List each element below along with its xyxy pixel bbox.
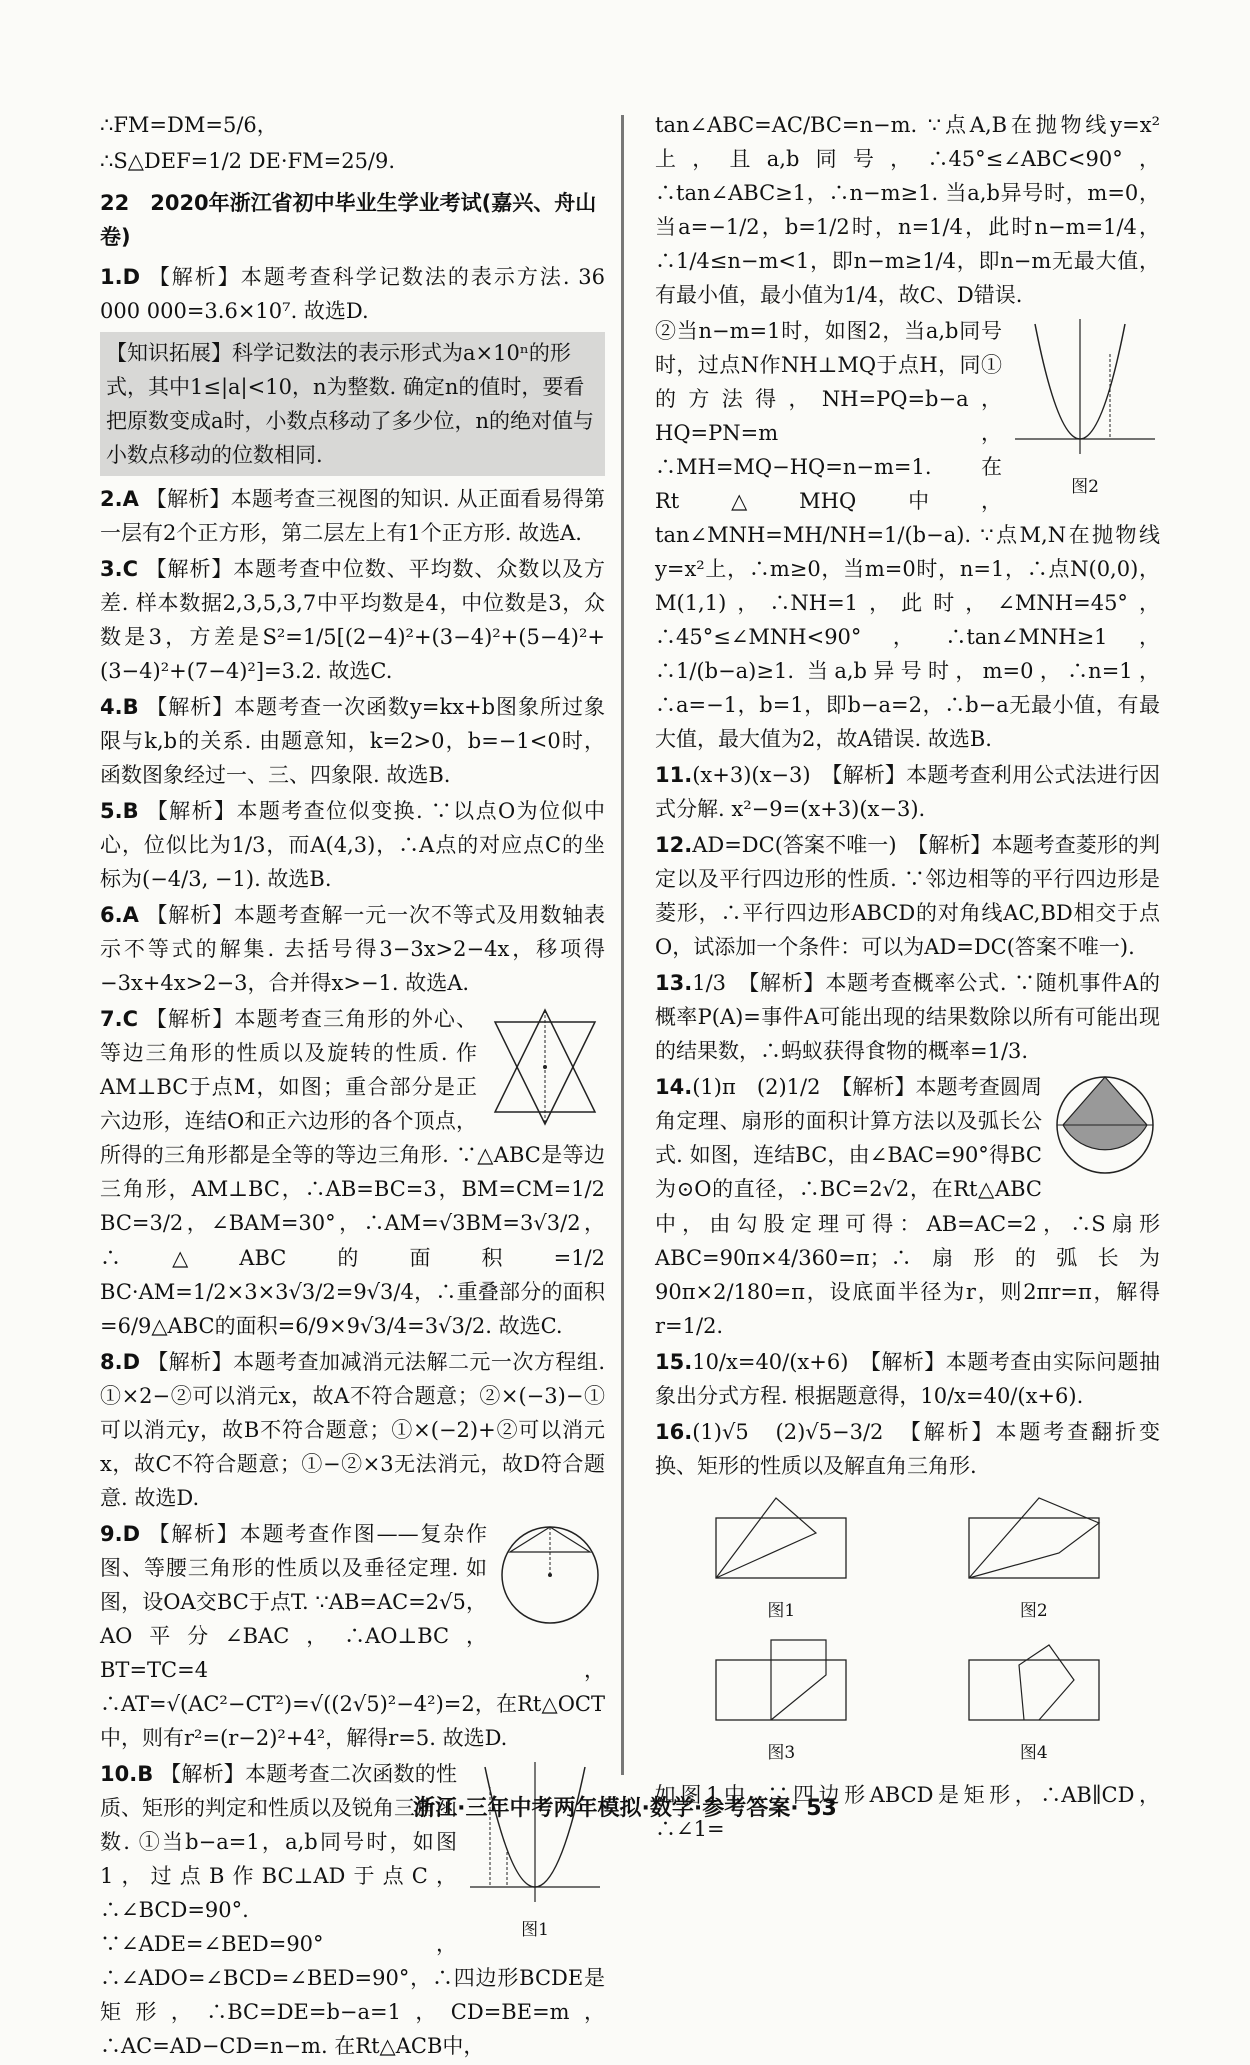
fold-figure-4 [959,1635,1109,1768]
fold-figures-row-2 [655,1635,1160,1768]
column-divider [621,115,624,1775]
answer-text: (1)π (2)1/2 【解析】本题考查圆周角定理、扇形的面积计算方法以及弧长公式. 如图，连结BC，由∠BAC=90°得BC为⊙O的直径，∴BC=2√2，在Rt△ABC中，由勾股定理可得：AB=AC=2，∴S扇形ABC=90π×4/360=π；∴扇形的弧长为90π×2/180=π，设底面半径为r，则2πr=π，解得r=1/2. [655,1075,1160,1338]
question-number: 10.B [100,1761,154,1786]
page-footer: 浙江·三年中考两年模拟·数学·参考答案· 53 [413,1796,837,1822]
parabola-figure-2 [1010,314,1160,502]
figure-caption: 图2 [1071,477,1099,498]
question-number: 14. [655,1075,693,1100]
answer-5 [100,794,605,896]
question-number: 3.C [100,557,139,582]
answer-text: 【解析】本题考查三角形的外心、等边三角形的性质以及旋转的性质. 作AM⊥BC于点M，如图；重合部分是正六边形，连结O和正六边形的各个顶点，所得的三角形都是全等的等边三角形. ∵△ABC是等边三角形，AM⊥BC，∴AB=BC=3，BM=CM=1/2 BC=3/2，∠BAM=30°，∴AM=√3BM=3√3/2，∴△ABC的面积=1/2 BC·AM=1/2×3×3√3/2=9√3/4，∴重叠部分的面积=6/9△ABC的面积=6/9×9√3/4=3√3/2. 故选C. [100,1007,605,1338]
answer-12 [655,828,1160,964]
question-number: 16. [655,1419,693,1444]
parabola-figure-1 [465,1757,605,1945]
exam-title: 22 2020年浙江省初中毕业生学业考试(嘉兴、舟山卷) [100,191,597,250]
question-number: 2.A [100,487,139,512]
answer-text: 【解析】本题考查作图——复杂作图、等腰三角形的性质以及垂径定理. 如图，设OA交BC于点T. ∵AB=AC=2√5，AO平分∠BAC，∴AO⊥BC，BT=TC=4，∴AT=√(AC²−CT²)=√((2√5)²−4²)=2，在Rt△OCT中，则有r²=(r−2)²+4²，解得r=5. 故选D. [100,1521,605,1750]
answer-text: (1)√5 (2)√5−3/2 【解析】本题考查翻折变换、矩形的性质以及解直角三角形. [655,1419,1160,1478]
answer-2 [100,482,605,550]
answer-text: 【解析】本题考查中位数、平均数、众数以及方差. 样本数据2,3,5,3,7中平均数是4，中位数是3，众数是3，方差是S²=1/5[(2−4)²+(3−4)²+(5−4)²+(3−4)²+(7−4)²]=3.2. 故选C. [100,557,606,684]
question-number: 7.C [100,1007,139,1032]
answer-6 [100,898,605,1000]
answer-14 [655,1070,1160,1342]
answer-text: (x+3)(x−3) 【解析】本题考查利用公式法进行因式分解. x²−9=(x+3)(x−3). [655,763,1160,822]
answer-text: 1/3 【解析】本题考查概率公式. ∵随机事件A的概率P(A)=事件A可能出现的结果数除以所有可能出现的结果数，∴蚂蚁获得食物的概率=1/3. [655,971,1160,1064]
figure-caption: 图2 [1019,1600,1048,1621]
answer-text: 【解析】本题考查位似变换. ∵以点O为位似中心，位似比为1/3，而A(4,3)，∴A点的对应点C的坐标为(−4/3, −1). 故选B. [100,799,605,892]
answer-4 [100,690,605,792]
hexagon-triangle-figure [485,1002,605,1132]
answer-text: 【解析】本题考查一次函数y=kx+b图象所过象限与k,b的关系. 由题意知，k=2>0，b=−1<0时，函数图象经过一、三、四象限. 故选B. [100,695,605,788]
answer-text: 【解析】本题考查科学记数法的表示方法. 36 000 000=3.6×10⁷. 故选D. [100,265,605,324]
figure-caption: 图3 [767,1743,796,1764]
fold-figures-row-1 [655,1493,1160,1626]
answer-1 [100,260,605,328]
answer-15 [655,1345,1160,1413]
answer-10-part2 [655,314,1160,756]
question-number: 11. [655,763,693,788]
sector-circle-figure [1050,1070,1160,1180]
fold-figure-2 [959,1493,1109,1626]
right-column [655,108,1160,1848]
figure-caption: 图4 [1019,1743,1048,1764]
question-number: 8.D [100,1349,141,1374]
answer-8 [100,1345,605,1515]
question-number: 13. [655,971,693,996]
answer-13 [655,966,1160,1068]
question-number: 6.A [100,903,139,928]
left-column [100,108,605,2065]
answer-text: 【解析】本题考查解一元一次不等式及用数轴表示不等式的解集. 去括号得3−3x>2−4x，移项得−3x+4x>2−3，合并得x>−1. 故选A. [100,903,605,996]
fold-figure-1 [706,1493,856,1626]
question-number: 4.B [100,695,139,720]
figure-caption: 图1 [767,1600,796,1621]
text-line: ∴S△DEF=1/2 DE·FM=25/9. [100,149,396,174]
answer-9 [100,1517,605,1755]
question-number: 12. [655,833,693,858]
answer-text: 10/x=40/(x+6) 【解析】本题考查由实际问题抽象出分式方程. 根据题意得，10/x=40/(x+6). [655,1349,1160,1408]
answer-text: ②当n−m=1时，如图2，当a,b同号时，过点N作NH⊥MQ于点H，同①的方法得，NH=PQ=b−a，HQ=PN=m，∴MH=MQ−HQ=n−m=1. 在Rt△MHQ中，tan∠MNH=MH/NH=1/(b−a). ∵点M,N在抛物线y=x²上，∴m≥0，当m=0时，n=1，∴点N(0,0)，M(1,1)，∴NH=1，此时，∠MNH=45°，∴45°≤∠MNH<90°，∴tan∠MNH≥1，∴1/(b−a)≥1. 当a,b异号时，m=0，∴n=1，∴a=−1，b=1，即b−a=2，∴b−a无最小值，有最大值，最大值为2，故A错误. 故选B. [655,319,1160,752]
answer-16 [655,1415,1160,1483]
answer-text: AD=DC(答案不唯一) 【解析】本题考查菱形的判定以及平行四边形的性质. ∵邻边相等的平行四边形是菱形，∴平行四边形ABCD的对角线AC,BD相交于点O，试添加一个条件：可以为AD=DC(答案不唯一). [655,833,1160,960]
text-line: ∴FM=DM=5/6， [100,113,278,137]
circle-construction-figure [495,1517,605,1627]
answer-text: 【解析】本题考查加减消元法解二元一次方程组. ①×2−②可以消元x，故A不符合题意；②×(−3)−①可以消元y，故B不符合题意；①×(−2)+②可以消元x，故C不符合题意；①−②×3无法消元，故D符合题意. 故选D. [100,1349,605,1510]
figure-caption: 图1 [521,1919,549,1940]
fold-figure-3 [706,1635,856,1768]
question-number: 1.D [100,265,141,290]
answer-3 [100,552,605,688]
answer-11 [655,758,1160,826]
answer-text: tan∠ABC=AC/BC=n−m. ∵点A,B在抛物线y=x²上，且a,b同号，∴45°≤∠ABC<90°，∴tan∠ABC≥1，∴n−m≥1. 当a,b异号时，m=0，当a=−1/2，b=1/2时，n=1/4，此时n−m=1/4，∴1/4≤n−m<1，即n−m≥1/4，即n−m无最大值，有最小值，最小值为1/4，故C、D错误. [655,113,1160,308]
answer-text: 如图1中. ∵四边形ABCD是矩形，∴AB∥CD，∴∠1= [655,1782,1160,1841]
question-number: 5.B [100,799,139,824]
answer-text: 【解析】本题考查三视图的知识. 从正面看易得第一层有2个正方形，第二层左上有1个正方形. 故选A. [100,487,605,546]
question-number: 9.D [100,1521,141,1546]
knowledge-box: 【知识拓展】科学记数法的表示形式为a×10ⁿ的形式，其中1≤|a|<10，n为整数. 确定n的值时，要看把原数变成a时，小数点移动了多少位，n的绝对值与小数点移动的位数相同. [100,332,605,476]
answer-7 [100,1002,605,1342]
answer-text: 【解析】本题考查二次函数的性质、矩形的判定和性质以及锐角三角函数. ①当b−a=1，a,b同号时，如图1，过点B作BC⊥AD于点C，∴∠BCD=90°. ∵∠ADE=∠BED=90°，∴∠ADO=∠BCD=∠BED=90°，∴四边形BCDE是矩形，∴BC=DE=b−a=1，CD=BE=m，∴AC=AD−CD=n−m. 在Rt△ACB中， [100,1761,605,2058]
question-number: 15. [655,1349,693,1374]
